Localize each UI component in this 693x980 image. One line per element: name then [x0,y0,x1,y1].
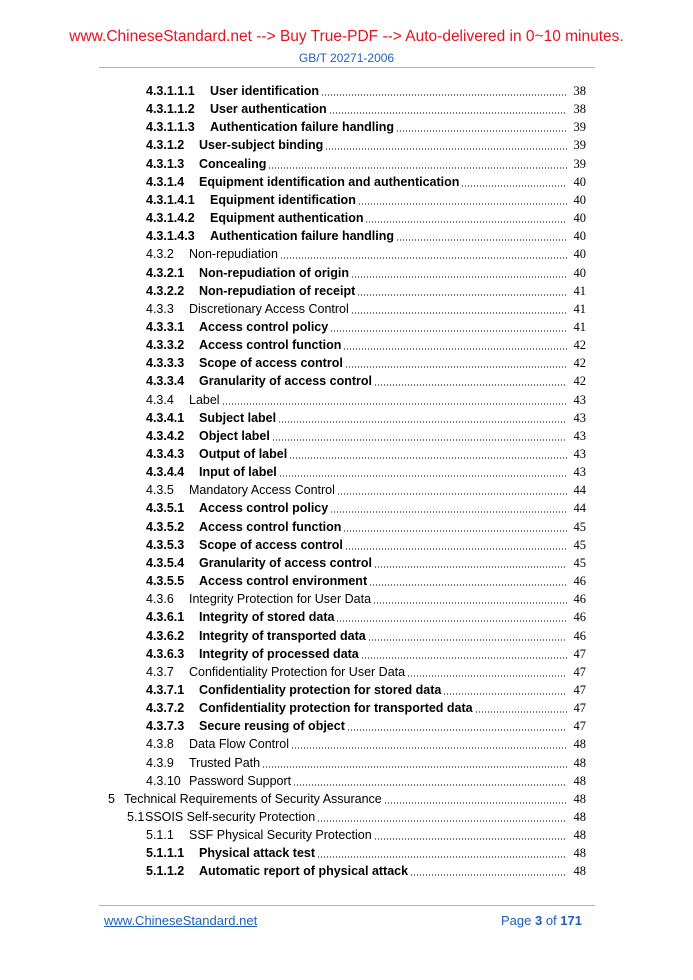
toc-entry[interactable] [127,808,586,826]
toc-leader-dots [396,231,567,241]
toc-leader-dots [345,540,567,550]
promo-banner-link[interactable]: www.ChineseStandard.net --> Buy True-PDF --> Auto-delivered in 0~10 minutes. [69,28,624,45]
toc-leader-dots [343,340,567,350]
toc-entry-title: Technical Requirements of Security Assurance [124,791,382,806]
toc-entry[interactable] [146,445,586,463]
toc-entry-page: 48 [573,846,586,861]
toc-leader-dots [374,376,567,386]
toc-entry[interactable] [146,481,586,499]
toc-entry-number: 4.3.9 [146,755,174,770]
toc-leader-dots [317,848,567,858]
standard-number: GB/T 20271-2006 [298,51,395,65]
toc-entry-number: 5.1.1.2 [146,864,185,879]
toc-leader-dots [329,104,567,114]
toc-entry-number: 4.3.5.3 [146,537,185,552]
toc-entry-title: Label [189,392,220,407]
toc-entry-title: Authentication failure handling [210,120,395,135]
page-current: 3 [534,913,543,928]
toc-entry-number: 5.1.1 [146,828,174,843]
toc-entry-number: 5.1.1.1 [146,846,185,861]
toc-leader-dots [289,449,567,459]
toc-leader-dots [345,358,567,368]
toc-entry[interactable] [146,264,586,282]
toc-entry-number: 4.3.5.1 [146,501,185,516]
toc-leader-dots [358,195,567,205]
toc-entry-number: 4.3.6.3 [146,646,185,661]
toc-leader-dots [268,159,567,169]
toc-entry-number: 4.3.1.4.2 [146,211,195,226]
footer-divider [99,905,595,906]
toc-entry-number: 4.3.4.1 [146,410,185,425]
toc-entry-number: 4.3.5.2 [146,519,185,534]
toc-entry[interactable] [146,463,586,481]
toc-entry-page: 46 [573,610,586,625]
toc-entry[interactable] [146,300,586,318]
toc-entry-page: 47 [573,664,586,679]
toc-entry-title: Trusted Path [189,755,261,770]
toc-entry-title: Input of label [199,465,277,480]
toc-entry-number: 5.1 [127,810,145,824]
toc-entry-page: 41 [573,301,586,316]
toc-leader-dots [272,431,567,441]
toc-entry-number: 4.3.3.3 [146,356,185,371]
toc-entry-number: 4.3.5 [146,483,174,498]
toc-entry-title: Access control function [199,519,342,534]
toc-entry-number: 4.3.5.4 [146,555,185,570]
toc-leader-dots [410,866,567,876]
toc-entry-number: 4.3.6.1 [146,610,185,625]
toc-entry[interactable] [146,409,586,427]
toc-leader-dots [262,758,567,768]
toc-entry[interactable] [146,427,586,445]
toc-entry-page: 40 [573,174,586,189]
toc-entry-page: 48 [573,864,586,879]
toc-entry[interactable] [146,136,586,154]
toc-entry[interactable] [146,372,586,390]
toc-entry-title: Subject label [199,410,277,425]
toc-entry[interactable] [146,227,586,245]
toc-entry-number: 4.3.7 [146,664,174,679]
toc-entry-number: 4.3.3.4 [146,374,185,389]
toc-entry-page: 42 [573,374,586,389]
toc-leader-dots [291,739,567,749]
toc-leader-dots [330,322,567,332]
toc-entry[interactable] [146,282,586,300]
toc-entry-number: 4.3.2.2 [146,283,185,298]
toc-entry-number: 4.3.3.1 [146,319,185,334]
toc-entry-page: 47 [573,682,586,697]
toc-leader-dots [361,649,567,659]
toc-leader-dots [365,213,567,223]
toc-entry[interactable] [146,717,586,735]
toc-entry-title: Non-repudiation [189,247,278,262]
toc-leader-dots [222,395,567,405]
toc-entry-number: 4.3.1.4.1 [146,192,195,207]
toc-entry-title: Mandatory Access Control [189,483,335,498]
toc-leader-dots [278,413,567,423]
toc-entry-number: 4.3.6.2 [146,628,185,643]
page-indicator [501,913,582,928]
toc-entry-page: 46 [573,574,586,589]
toc-entry-title: Granularity of access control [199,374,372,389]
toc-entry-title: Confidentiality Protection for User Data [189,664,406,679]
toc-entry[interactable] [146,663,586,681]
toc-entry-number: 4.3.3.2 [146,338,185,353]
toc-entry-title: User identification [210,84,320,98]
toc-entry-number: 4.3.2.1 [146,265,185,280]
toc-entry-page: 44 [573,501,586,516]
toc-entry-number: 4.3.1.1.2 [146,102,195,117]
toc-entry-title: Granularity of access control [199,555,372,570]
toc-leader-dots [357,286,567,296]
toc-entry-page: 45 [573,537,586,552]
toc-entry[interactable] [146,699,586,717]
footer-site-link[interactable]: www.ChineseStandard.net [104,913,258,928]
toc-entry[interactable] [146,772,586,790]
toc-leader-dots [374,558,567,568]
toc-leader-dots [396,122,567,132]
toc-entry-title: User authentication [210,102,327,117]
toc-leader-dots [293,776,567,786]
toc-leader-dots [321,86,567,96]
toc-entry-title: Authentication failure handling [210,229,395,244]
toc-entry-page: 39 [573,120,586,135]
toc-entry[interactable] [146,155,586,173]
toc-entry[interactable] [146,336,586,354]
toc-entry[interactable] [146,100,586,118]
toc-entry-page: 39 [573,156,586,171]
toc-entry-page: 48 [573,773,586,788]
toc-entry-page: 38 [573,84,586,98]
toc-entry-page: 43 [573,465,586,480]
toc-entry-title: User-subject binding [199,138,324,153]
toc-entry[interactable] [146,590,586,608]
toc-entry[interactable] [146,518,586,536]
toc-entry-title: Equipment authentication [210,211,364,226]
toc-entry-page: 40 [573,211,586,226]
toc-leader-dots [407,667,567,677]
toc-entry-number: 4.3.1.2 [146,138,185,153]
toc-entry-number: 4.3.7.2 [146,701,185,716]
toc-leader-dots [369,576,567,586]
toc-entry-title: Output of label [199,447,288,461]
toc-entry-page: 39 [573,138,586,153]
toc-entry[interactable] [146,735,586,753]
toc-leader-dots [461,177,567,187]
toc-entry-page: 41 [573,319,586,334]
toc-entry-number: 4.3.3 [146,301,174,316]
toc-entry-number: 4.3.2 [146,247,174,262]
page-total: 171 [560,913,582,928]
toc-entry-number: 4.3.4.4 [146,465,185,480]
toc-leader-dots [336,612,567,622]
toc-leader-dots [337,485,567,495]
toc-entry-title: Concealing [199,156,267,171]
toc-leader-dots [279,467,567,477]
toc-entry-page: 42 [573,338,586,353]
toc-entry-page: 40 [573,229,586,244]
toc-entry-title: Access control function [199,338,342,353]
toc-entry-title: Object label [199,428,270,443]
toc-leader-dots [373,594,567,604]
toc-entry-page: 46 [573,592,586,607]
toc-entry-number: 4.3.6 [146,592,174,607]
toc-entry[interactable] [146,191,586,209]
toc-entry-title: Access control policy [199,319,329,334]
toc-entry-page: 47 [573,646,586,661]
toc-entry-title: Equipment identification and authentication [199,174,460,189]
toc-entry-title: Access control environment [199,574,368,589]
header-divider [99,67,595,68]
toc-entry-page: 48 [573,755,586,770]
toc-entry[interactable] [146,572,586,590]
toc-entry-title: Integrity Protection for User Data [189,592,372,607]
toc-entry[interactable] [146,245,586,263]
toc-entry-title: Access control policy [199,501,329,516]
toc-entry[interactable] [146,608,586,626]
toc-leader-dots [343,522,567,532]
toc-entry[interactable] [146,844,586,862]
toc-entry-title: Equipment identification [210,192,356,207]
toc-entry-title: SSF Physical Security Protection [189,828,372,843]
toc-entry[interactable] [146,391,586,409]
toc-entry-page: 47 [573,719,586,734]
toc-entry[interactable] [146,536,586,554]
toc-entry-number: 5 [108,791,115,806]
toc-entry-page: 45 [573,519,586,534]
toc-entry[interactable] [146,681,586,699]
toc-entry[interactable] [146,354,586,372]
toc-leader-dots [475,703,567,713]
toc-entry-page: 38 [573,102,586,117]
toc-entry-page: 48 [573,737,586,752]
toc-entry[interactable] [146,554,586,572]
toc-entry-title: Non-repudiation of origin [199,265,349,280]
toc-entry-title: Scope of access control [199,537,343,552]
toc-entry-number: 4.3.4.3 [146,447,185,461]
toc-entry-page: 45 [573,555,586,570]
toc-entry[interactable] [146,862,586,880]
toc-entry-page: 43 [573,447,586,461]
toc-entry-page: 48 [573,810,586,824]
toc-entry[interactable] [146,826,586,844]
toc-entry-number: 4.3.10 [146,773,181,788]
toc-entry-page: 46 [573,628,586,643]
toc-entry[interactable] [146,173,586,191]
toc-entry-number: 4.3.4 [146,392,174,407]
toc-leader-dots [351,268,567,278]
toc-entry-page: 47 [573,701,586,716]
toc-entry-number: 4.3.1.1.3 [146,120,195,135]
toc-entry-title: Automatic report of physical attack [199,864,409,879]
toc-entry-title: Integrity of processed data [199,646,359,661]
toc-entry[interactable] [146,318,586,336]
toc-entry-title: Physical attack test [199,846,316,861]
toc-entry-page: 43 [573,392,586,407]
toc-leader-dots [317,812,567,822]
toc-entry-number: 4.3.7.3 [146,719,185,734]
toc-entry-number: 4.3.5.5 [146,574,185,589]
toc-entry-page: 48 [573,828,586,843]
toc-entry-title: Non-repudiation of receipt [199,283,356,298]
toc-entry-number: 4.3.1.1.1 [146,84,195,98]
toc-entry-page: 40 [573,247,586,262]
toc-entry[interactable] [146,627,586,645]
toc-entry-title: Confidentiality protection for stored data [199,682,442,697]
toc-leader-dots [384,794,567,804]
page-sep: of [545,913,557,928]
toc-leader-dots [347,721,567,731]
page-prefix: Page [500,913,532,928]
toc-entry-number: 4.3.8 [146,737,174,752]
toc-entry-page: 48 [573,791,586,806]
toc-entry-page: 43 [573,428,586,443]
toc-entry-number: 4.3.1.4 [146,174,185,189]
toc-entry-title: Discretionary Access Control [189,301,349,316]
toc-entry[interactable] [146,118,586,136]
toc-entry[interactable] [146,82,586,100]
toc-leader-dots [325,140,567,150]
toc-entry[interactable] [146,499,586,517]
toc-entry-title: Scope of access control [199,356,343,371]
toc-entry-title: Password Support [189,773,292,788]
toc-entry-title: Integrity of transported data [199,628,366,643]
toc-entry-page: 44 [573,483,586,498]
toc-leader-dots [443,685,567,695]
toc-entry[interactable] [108,790,586,808]
toc-entry[interactable] [146,754,586,772]
toc-entry-title: Secure reusing of object [199,719,345,734]
toc-entry-number: 4.3.4.2 [146,428,185,443]
toc-entry-title: SSOIS Self-security Protection [145,810,316,824]
toc-entry-number: 4.3.1.4.3 [146,229,195,244]
toc-entry-title: Integrity of stored data [199,610,335,625]
toc-entry-title: Confidentiality protection for transported data [199,701,473,716]
toc-entry[interactable] [146,645,586,663]
toc-entry-page: 43 [573,410,586,425]
toc-entry-page: 41 [573,283,586,298]
toc-entry-title: Data Flow Control [189,737,290,752]
toc-entry[interactable] [146,209,586,227]
toc-leader-dots [351,304,567,314]
toc-entry-number: 4.3.7.1 [146,682,185,697]
toc-leader-dots [330,503,567,513]
toc-entry-page: 40 [573,192,586,207]
toc-entry-page: 40 [573,265,586,280]
toc-leader-dots [368,631,567,641]
toc-entry-number: 4.3.1.3 [146,156,185,171]
toc-entry-page: 42 [573,356,586,371]
toc-leader-dots [280,249,567,259]
toc-leader-dots [374,830,567,840]
